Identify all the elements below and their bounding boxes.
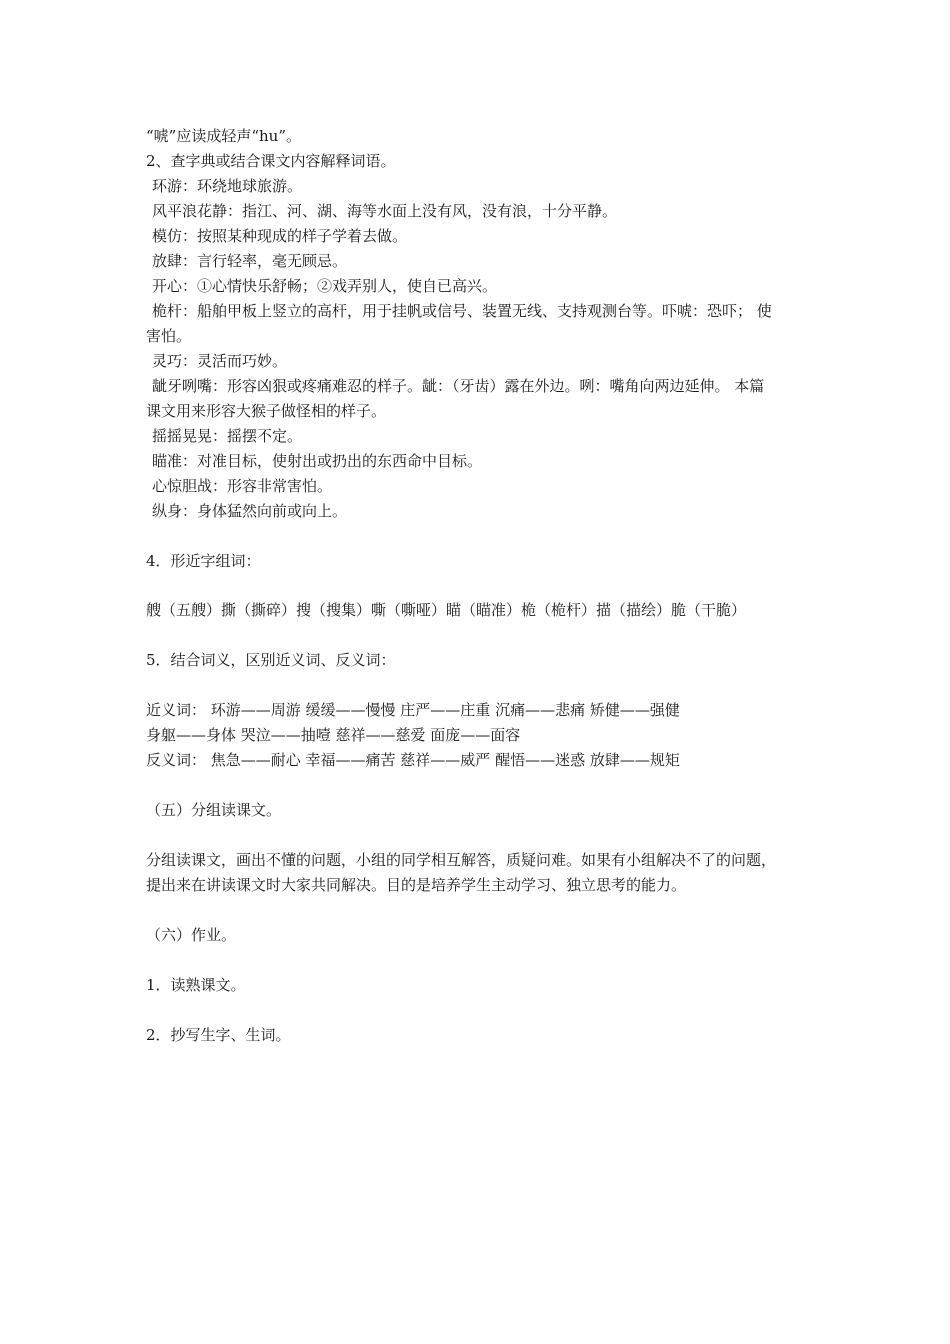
text-line: 模仿：按照某种现成的样子学着去做。 — [152, 227, 408, 245]
text-line: 近义词： 环游——周游 缓缓——慢慢 庄严——庄重 沉痛——悲痛 矫健——强健 — [146, 701, 680, 719]
text-line: 2、查字典或结合课文内容解释词语。 — [146, 152, 396, 170]
section-heading: （五）分组读课文。 — [146, 801, 282, 819]
text-line: 桅杆：船舶甲板上竖立的高杆，用于挂帆或信号、装置无线、支持观测台等。吓唬：恐吓； 使 — [152, 302, 772, 320]
text-line: 风平浪花静：指江、河、湖、海等水面上没有风，没有浪，十分平静。 — [152, 202, 618, 220]
text-line: 放肆：言行轻率，毫无顾忌。 — [152, 252, 348, 270]
text-line: 瞄准：对准目标，使射出或扔出的东西命中目标。 — [152, 452, 483, 470]
list-item: 2．抄写生字、生词。 — [146, 1026, 291, 1044]
text-line: 提出来在讲读课文时大家共同解决。目的是培养学生主动学习、独立思考的能力。 — [146, 876, 687, 894]
text-line: 开心：①心情快乐舒畅；②戏弄别人，使自已高兴。 — [152, 277, 498, 295]
text-line: 灵巧：灵活而巧妙。 — [152, 352, 288, 370]
text-line: “唬”应读成轻声“hu”。 — [146, 127, 301, 145]
text-line: 课文用来形容大猴子做怪相的样子。 — [146, 402, 387, 420]
text-line: 分组读课文，画出不懂的问题，小组的同学相互解答，质疑问难。如果有小组解决不了的问题， — [146, 851, 777, 869]
text-line: 身躯——身体 哭泣——抽噎 慈祥——慈爱 面庞——面容 — [146, 726, 521, 744]
section-heading: （六）作业。 — [146, 926, 237, 944]
list-item: 1．读熟课文。 — [146, 976, 246, 994]
text-line: 摇摇晃晃：摇摆不定。 — [152, 427, 303, 445]
text-line: 艘（五艘）撕（撕碎）搜（搜集）嘶（嘶哑）瞄（瞄准）桅（桅杆）描（描绘）脆（干脆） — [146, 601, 747, 619]
text-line: 心惊胆战：形容非常害怕。 — [152, 477, 333, 495]
text-line: 环游：环绕地球旅游。 — [152, 177, 303, 195]
text-line: 反义词： 焦急——耐心 幸福——痛苦 慈祥——威严 醒悟——迷惑 放肆——规矩 — [146, 751, 680, 769]
text-line: 害怕。 — [146, 327, 192, 345]
section-heading: 4．形近字组词： — [146, 552, 261, 570]
section-heading: 5．结合词义，区别近义词、反义词： — [146, 651, 396, 669]
text-line: 龇牙咧嘴：形容凶狠或疼痛难忍的样子。龇：（牙齿）露在外边。咧：嘴角向两边延伸。 本篇 — [152, 377, 765, 395]
text-line: 纵身：身体猛然向前或向上。 — [152, 502, 348, 520]
